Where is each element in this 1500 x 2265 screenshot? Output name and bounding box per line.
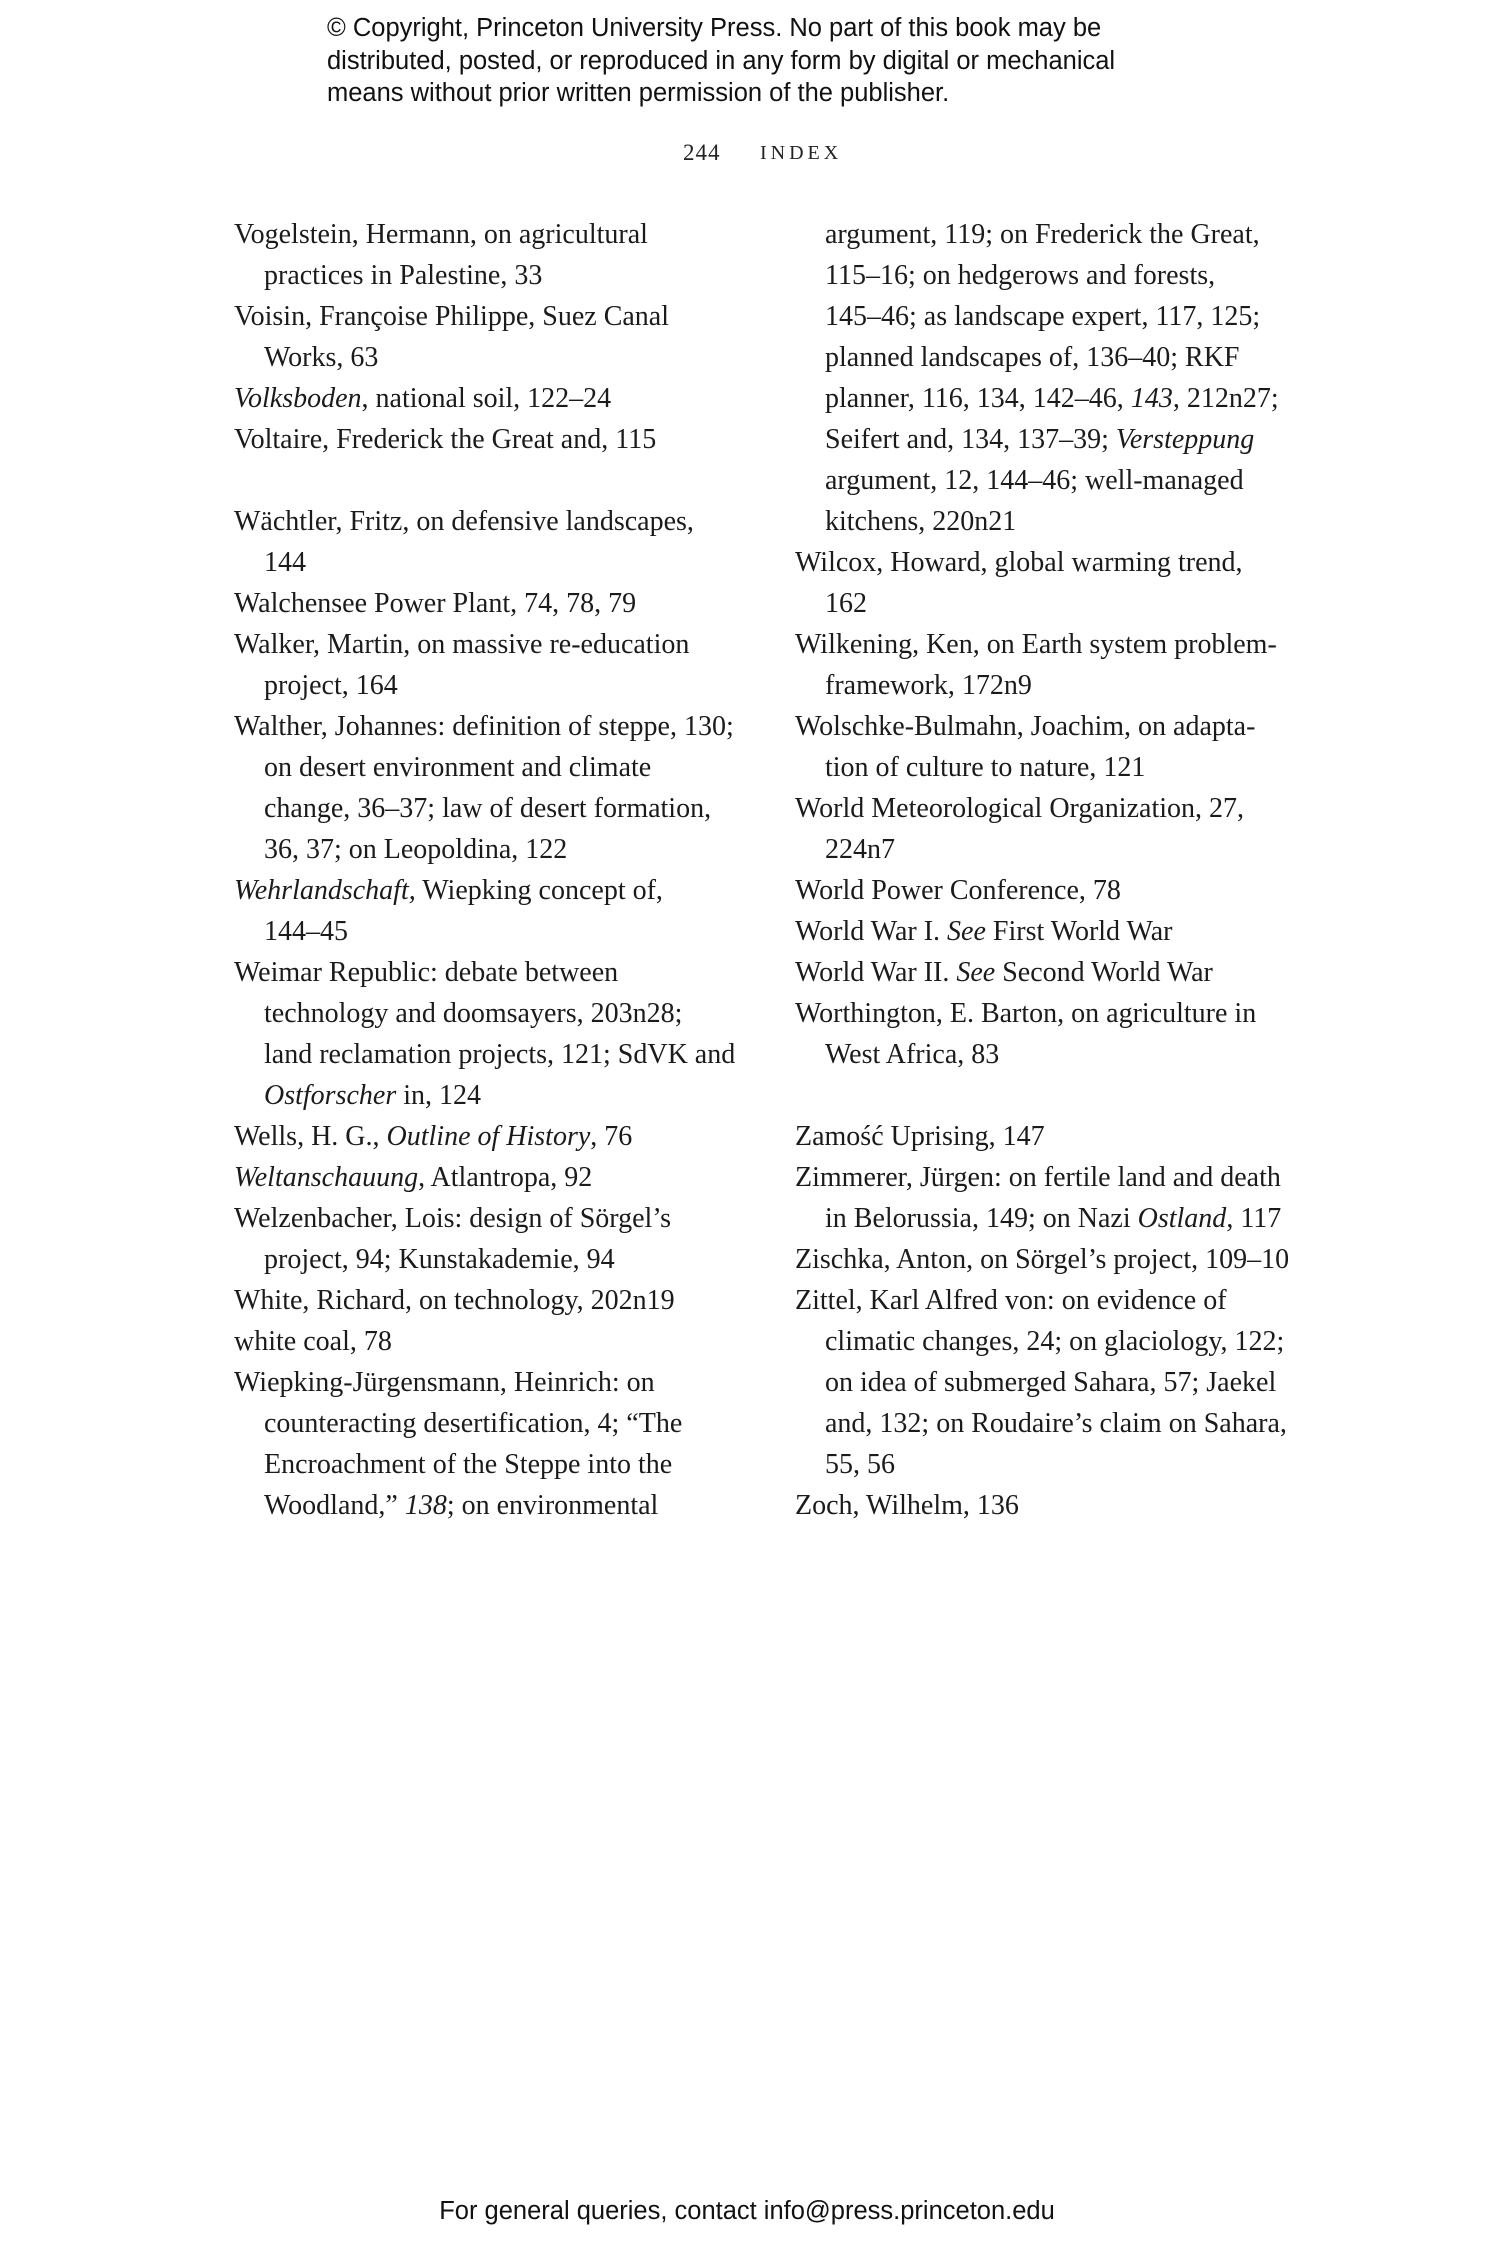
entry-text: Zoch, Wilhelm, 136 [795,1490,1019,1521]
entry-text: Zischka, Anton, on Sörgel’s project, 109–10 [795,1244,1290,1275]
entry-text: 145–46; as landscape expert, 117, 125; [825,301,1261,332]
entry-text: Wiepking-Jürgensmann, Heinrich: on [234,1367,655,1398]
italic-term: Versteppung [1115,424,1255,455]
index-entry [234,1198,754,1239]
italic-term: See [956,957,996,988]
index-entry-continuation [795,1403,1315,1444]
index-entry-continuation [234,1239,754,1280]
entry-text: Walker, Martin, on massive re-education [234,629,690,660]
copyright-line: © Copyright, Princeton University Press. No part of this book may be [327,14,1102,42]
entry-text: 36, 37; on Leopoldina, 122 [264,834,568,865]
index-entry [795,952,1315,993]
footer-contact-text: For general queries, contact info@press.princeton.edu [439,2197,1055,2225]
entry-text: Wilcox, Howard, global warming trend, [795,547,1243,578]
index-entry [795,911,1315,952]
entry-text: Weimar Republic: debate between [234,957,619,988]
entry-text: climatic changes, 24; on glaciology, 122; [825,1326,1285,1357]
index-entry-continuation [234,747,754,788]
entry-text: argument, 12, 144–46; well-managed [825,465,1244,496]
entry-text: , Atlantropa, 92 [418,1162,593,1193]
italic-term: Ostforscher [264,1080,397,1111]
entry-text: Woodland,” [264,1490,405,1521]
index-entry-continuation [234,911,754,952]
entry-text: 162 [825,588,867,619]
entry-text: World Meteorological Organization, 27, [795,793,1244,824]
entry-text: Wilkening, Ken, on Earth system problem- [795,629,1277,660]
index-entry-continuation [795,583,1315,624]
index-entry-continuation [234,542,754,583]
entry-text: 224n7 [825,834,895,865]
entry-text: land reclamation projects, 121; SdVK and [264,1039,736,1070]
entry-text: on idea of submerged Sahara, 57; Jaekel [825,1367,1277,1398]
entry-text: 144 [264,547,306,578]
italic-term: Volksboden [234,383,362,414]
entry-text: project, 164 [264,670,398,701]
entry-text: White, Richard, on technology, 202n19 [234,1285,675,1316]
index-entry [234,706,754,747]
index-entry [234,1362,754,1403]
entry-text: white coal, 78 [234,1326,392,1357]
letter-group-separator [795,1075,1315,1116]
entry-text: Zittel, Karl Alfred von: on evidence of [795,1285,1227,1316]
entry-text: Walther, Johannes: definition of steppe, 130; [234,711,734,742]
entry-text: Wolschke-Bulmahn, Joachim, on adapta- [795,711,1256,742]
index-entry-continuation [795,747,1315,788]
index-entry-continuation [795,1034,1315,1075]
entry-text: Zimmerer, Jürgen: on fertile land and death [795,1162,1281,1193]
index-entry-continuation [795,337,1315,378]
italic-term: Outline of History [386,1121,591,1152]
index-entry-continuation [795,419,1315,460]
index-entry-continuation [795,378,1315,419]
index-entry-continuation [795,1362,1315,1403]
entry-text: Zamość Uprising, 147 [795,1121,1045,1152]
index-entry [795,624,1315,665]
index-entry [234,1116,754,1157]
entry-text: Wiepking concept of, [415,875,663,906]
entry-text: kitchens, 220n21 [825,506,1017,537]
index-entry-continuation [795,665,1315,706]
entry-text: Voltaire, Frederick the Great and, 115 [234,424,657,455]
index-entry-continuation [795,1198,1315,1239]
entry-text: West Africa, 83 [825,1039,1000,1070]
index-entry [234,419,754,460]
entry-text: change, 36–37; law of desert formation, [264,793,712,824]
italic-term: 143 [1130,383,1173,414]
entry-text: Works, 63 [264,342,379,373]
index-entry [795,1157,1315,1198]
index-entry [795,870,1315,911]
entry-text: Wächtler, Fritz, on defensive landscapes, [234,506,694,537]
index-entry-continuation [234,829,754,870]
index-entry [795,788,1315,829]
italic-term: Weltanschauung [234,1162,419,1193]
index-entry-continuation [234,1444,754,1485]
entry-text: Welzenbacher, Lois: design of Sörgel’s [234,1203,671,1234]
entry-text: practices in Palestine, 33 [264,260,543,291]
index-entry [234,583,754,624]
italic-term: Ostland [1137,1203,1227,1234]
index-entry-continuation [234,1485,754,1526]
entry-text: , 212n27; [1172,383,1279,414]
entry-text: planner, 116, 134, 142–46, [825,383,1131,414]
index-column-left [234,214,754,1526]
entry-text: framework, 172n9 [825,670,1032,701]
entry-text: , 76 [590,1121,633,1152]
entry-text: , 117 [1226,1203,1282,1234]
index-entry-continuation [795,296,1315,337]
entry-text: Worthington, E. Barton, on agriculture in [795,998,1257,1029]
index-entry [234,214,754,255]
index-entry-continuation [234,1034,754,1075]
index-entry [795,1280,1315,1321]
copyright-line: means without prior written permission of the publisher. [327,79,950,107]
index-entry-continuation [234,665,754,706]
index-entry-continuation [234,1403,754,1444]
entry-text: Vogelstein, Hermann, on agricultural [234,219,648,250]
entry-text: argument, 119; on Frederick the Great, [825,219,1260,250]
copyright-notice [327,12,1227,110]
index-entry-continuation [795,501,1315,542]
index-entry-continuation [234,788,754,829]
italic-term: Wehrlandschaft, [234,875,416,906]
section-title: INDEX [760,142,843,164]
entry-text: counteracting desertification, 4; “The [264,1408,683,1439]
entry-text: Second World War [995,957,1213,988]
italic-term: 138 [404,1490,447,1521]
index-entry-continuation [795,255,1315,296]
index-entry-continuation [234,337,754,378]
entry-text: in Belorussia, 149; on Nazi [825,1203,1138,1234]
index-entry-continuation [795,214,1315,255]
index-entry [234,870,754,911]
index-entry [234,1321,754,1362]
index-entry-continuation [795,1321,1315,1362]
index-entry [234,1280,754,1321]
entry-text: Encroachment of the Steppe into the [264,1449,673,1480]
italic-term: See [947,916,986,947]
entry-text: World War I. [795,916,948,947]
index-entry [234,952,754,993]
index-entry-continuation [795,829,1315,870]
index-entry [234,501,754,542]
copyright-line: distributed, posted, or reproduced in any form by digital or mechanical [327,46,1116,75]
entry-text: First World War [985,916,1173,947]
index-entry [795,1239,1315,1280]
index-entry-continuation [234,993,754,1034]
entry-text: World War II. [795,957,957,988]
footer [0,2197,1500,2226]
index-entry [795,542,1315,583]
entry-text: planned landscapes of, 136–40; RKF [825,342,1240,373]
index-entry [795,706,1315,747]
index-entry-continuation [234,1075,754,1116]
entry-text: 144–45 [264,916,348,947]
entry-text: , national soil, 122–24 [361,383,612,414]
index-entry-continuation [795,1444,1315,1485]
index-entry [234,1157,754,1198]
entry-text: technology and doomsayers, 203n28; [264,998,683,1029]
entry-text: Wells, H. G., [234,1121,387,1152]
index-entry-continuation [234,255,754,296]
index-entry [795,993,1315,1034]
entry-text: Walchensee Power Plant, 74, 78, 79 [234,588,637,619]
letter-group-separator [234,460,754,501]
index-entry [234,296,754,337]
index-entry [234,624,754,665]
entry-text: on desert environment and climate [264,752,652,783]
index-entry [234,378,754,419]
index-entry [795,1116,1315,1157]
entry-text: project, 94; Kunstakademie, 94 [264,1244,615,1275]
index-column-right [795,214,1315,1526]
page-number: 244 [683,140,721,165]
index-entry [795,1485,1315,1526]
entry-text: 115–16; on hedgerows and forests, [825,260,1216,291]
entry-text: 55, 56 [825,1449,895,1480]
entry-text: Seifert and, 134, 137–39; [825,424,1116,455]
entry-text: tion of culture to nature, 121 [825,752,1146,783]
entry-text: and, 132; on Roudaire’s claim on Sahara, [825,1408,1287,1439]
entry-text: World Power Conference, 78 [795,875,1121,906]
entry-text: in, 124 [396,1080,482,1111]
index-entry-continuation [795,460,1315,501]
entry-text: Voisin, Françoise Philippe, Suez Canal [234,301,669,332]
entry-text: ; on environmental [446,1490,659,1521]
